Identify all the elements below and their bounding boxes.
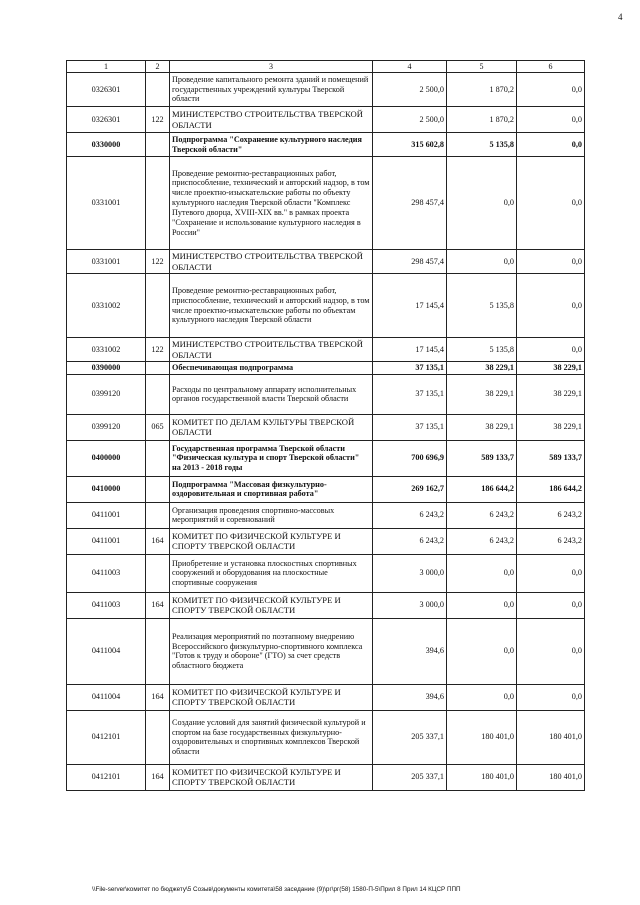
file-path-footer: \\File-server\комитет по бюджету\5 Созыв\документы комитета\58 заседание (9)\рг\рг(58) 1580-П-5\Прил 8 Прил 14 КЦСР ППП [92,886,461,893]
row-code: 0410000 [67,476,146,502]
row-amount-col5: 0,0 [447,554,517,592]
row-code: 0331002 [67,274,146,338]
row-amount-col5: 38 229,1 [447,374,517,414]
row-amount-col5: 6 243,2 [447,528,517,554]
row-amount-col4: 3 000,0 [373,554,447,592]
row-code: 0331001 [67,157,146,250]
table-row [67,764,585,790]
row-description: Обеспечивающая подпрограмма [170,362,373,375]
row-amount-col5: 0,0 [447,592,517,618]
row-admin-code [146,157,170,250]
row-amount-col4: 298 457,4 [373,157,447,250]
table-header-row [67,61,585,73]
row-amount-col5: 589 133,7 [447,440,517,476]
row-code: 0411004 [67,684,146,710]
row-amount-col5: 180 401,0 [447,764,517,790]
row-amount-col4: 3 000,0 [373,592,447,618]
row-code: 0411001 [67,502,146,528]
row-amount-col4: 37 135,1 [373,414,447,440]
row-description: Подпрограмма "Сохранение культурного наследия Тверской области" [170,133,373,157]
row-amount-col4: 2 500,0 [373,107,447,133]
row-amount-col4: 2 500,0 [373,73,447,107]
row-amount-col6: 0,0 [517,107,585,133]
column-header: 4 [373,61,447,73]
row-code: 0399120 [67,414,146,440]
row-admin-code [146,554,170,592]
row-amount-col6: 38 229,1 [517,374,585,414]
row-code: 0331002 [67,338,146,362]
row-description: КОМИТЕТ ПО ФИЗИЧЕСКОЙ КУЛЬТУРЕ И СПОРТУ ТВЕРСКОЙ ОБЛАСТИ [170,592,373,618]
row-admin-code: 164 [146,684,170,710]
column-header: 5 [447,61,517,73]
row-amount-col4: 315 602,8 [373,133,447,157]
row-amount-col4: 700 696,9 [373,440,447,476]
row-amount-col6: 0,0 [517,684,585,710]
row-amount-col6: 0,0 [517,157,585,250]
row-admin-code: 122 [146,107,170,133]
row-amount-col6: 0,0 [517,338,585,362]
row-description: Организация проведения спортивно-массовых мероприятий и соревнований [170,502,373,528]
table-row [67,133,585,157]
row-code: 0411003 [67,554,146,592]
row-amount-col6: 0,0 [517,274,585,338]
row-amount-col6: 0,0 [517,250,585,274]
row-amount-col4: 394,6 [373,618,447,684]
row-amount-col5: 0,0 [447,157,517,250]
table-row [67,684,585,710]
row-amount-col6: 589 133,7 [517,440,585,476]
row-description: Реализация мероприятий по поэтапному внедрению Всероссийского физкультурно-спортивного комплекса "Готов к труду и обороне" (ГТО) за счет средств областного бюджета [170,618,373,684]
row-amount-col6: 38 229,1 [517,414,585,440]
row-amount-col4: 37 135,1 [373,374,447,414]
row-admin-code: 164 [146,528,170,554]
budget-table [66,60,585,791]
row-amount-col5: 38 229,1 [447,414,517,440]
row-code: 0412101 [67,764,146,790]
table-row [67,440,585,476]
table-row [67,274,585,338]
row-amount-col5: 1 870,2 [447,73,517,107]
row-admin-code [146,274,170,338]
row-description: Расходы по центральному аппарату исполнительных органов государственной власти Тверской области [170,374,373,414]
table-row [67,362,585,375]
row-amount-col5: 0,0 [447,618,517,684]
column-header: 3 [170,61,373,73]
row-admin-code: 164 [146,764,170,790]
row-admin-code [146,710,170,764]
row-amount-col5: 180 401,0 [447,710,517,764]
row-amount-col5: 5 135,8 [447,133,517,157]
table-row [67,554,585,592]
table-row [67,250,585,274]
row-code: 0411003 [67,592,146,618]
table-row [67,414,585,440]
row-amount-col4: 394,6 [373,684,447,710]
row-admin-code [146,502,170,528]
row-amount-col6: 0,0 [517,592,585,618]
row-amount-col4: 17 145,4 [373,274,447,338]
table-row [67,73,585,107]
row-code: 0411004 [67,618,146,684]
page-number: 4 [618,12,623,22]
row-amount-col5: 38 229,1 [447,362,517,375]
row-admin-code [146,618,170,684]
row-amount-col5: 1 870,2 [447,107,517,133]
row-amount-col6: 38 229,1 [517,362,585,375]
row-amount-col6: 186 644,2 [517,476,585,502]
row-description: Приобретение и установка плоскостных спортивных сооружений и оборудования на плоскостные спортивные сооружения [170,554,373,592]
row-admin-code: 122 [146,338,170,362]
table-row [67,338,585,362]
row-description: МИНИСТЕРСТВО СТРОИТЕЛЬСТВА ТВЕРСКОЙ ОБЛАСТИ [170,338,373,362]
row-amount-col6: 0,0 [517,133,585,157]
table-row [67,618,585,684]
table-row [67,502,585,528]
table-row [67,528,585,554]
row-admin-code: 065 [146,414,170,440]
row-amount-col4: 298 457,4 [373,250,447,274]
row-amount-col6: 0,0 [517,554,585,592]
table-row [67,592,585,618]
row-amount-col4: 6 243,2 [373,502,447,528]
row-admin-code [146,362,170,375]
row-amount-col5: 5 135,8 [447,338,517,362]
row-code: 0331001 [67,250,146,274]
row-description: Проведение ремонтно-реставрационных работ, приспособление, технический и авторский надзор, в том числе проектно-изыскательские работы по объектам культурного наследия Тверской области [170,274,373,338]
column-header: 6 [517,61,585,73]
row-amount-col6: 180 401,0 [517,764,585,790]
row-admin-code [146,73,170,107]
row-admin-code [146,133,170,157]
row-code: 0412101 [67,710,146,764]
row-code: 0330000 [67,133,146,157]
row-code: 0326301 [67,107,146,133]
row-amount-col5: 5 135,8 [447,274,517,338]
row-description: Проведение капитального ремонта зданий и помещений государственных учреждений культуры Тверской области [170,73,373,107]
row-admin-code [146,440,170,476]
row-amount-col4: 205 337,1 [373,764,447,790]
row-amount-col6: 6 243,2 [517,502,585,528]
table-row [67,374,585,414]
row-description: КОМИТЕТ ПО ФИЗИЧЕСКОЙ КУЛЬТУРЕ И СПОРТУ ТВЕРСКОЙ ОБЛАСТИ [170,764,373,790]
row-code: 0399120 [67,374,146,414]
row-amount-col6: 0,0 [517,73,585,107]
row-amount-col6: 0,0 [517,618,585,684]
column-header: 1 [67,61,146,73]
row-amount-col6: 6 243,2 [517,528,585,554]
row-admin-code [146,374,170,414]
row-code: 0326301 [67,73,146,107]
row-description: Создание условий для занятий физической культурой и спортом на базе государственных физкультурно-оздоровительных и спортивных комплексов Тверской области [170,710,373,764]
row-admin-code [146,476,170,502]
table-row [67,157,585,250]
row-description: МИНИСТЕРСТВО СТРОИТЕЛЬСТВА ТВЕРСКОЙ ОБЛАСТИ [170,107,373,133]
table-row [67,710,585,764]
row-amount-col4: 37 135,1 [373,362,447,375]
row-code: 0390000 [67,362,146,375]
row-description: Проведение ремонтно-реставрационных работ, приспособление, технический и авторский надзор, в том числе проектно-изыскательские работы по объекту культурного наследия Тверской области "Комплекс Путевого дворца, XVIII-XIX вв." в рамках проекта "Сохранение и использование культурного наследия в России" [170,157,373,250]
row-code: 0400000 [67,440,146,476]
row-amount-col6: 180 401,0 [517,710,585,764]
row-description: Государственная программа Тверской области "Физическая культура и спорт Тверской области" на 2013 - 2018 годы [170,440,373,476]
row-admin-code: 164 [146,592,170,618]
row-amount-col5: 0,0 [447,250,517,274]
row-amount-col5: 0,0 [447,684,517,710]
row-description: МИНИСТЕРСТВО СТРОИТЕЛЬСТВА ТВЕРСКОЙ ОБЛАСТИ [170,250,373,274]
row-code: 0411001 [67,528,146,554]
row-description: Подпрограмма "Массовая физкультурно-оздоровительная и спортивная работа" [170,476,373,502]
column-header: 2 [146,61,170,73]
table-row [67,107,585,133]
row-amount-col5: 6 243,2 [447,502,517,528]
row-admin-code: 122 [146,250,170,274]
row-description: КОМИТЕТ ПО ДЕЛАМ КУЛЬТУРЫ ТВЕРСКОЙ ОБЛАСТИ [170,414,373,440]
row-amount-col5: 186 644,2 [447,476,517,502]
row-amount-col4: 17 145,4 [373,338,447,362]
row-amount-col4: 269 162,7 [373,476,447,502]
row-amount-col4: 6 243,2 [373,528,447,554]
table-row [67,476,585,502]
row-description: КОМИТЕТ ПО ФИЗИЧЕСКОЙ КУЛЬТУРЕ И СПОРТУ ТВЕРСКОЙ ОБЛАСТИ [170,528,373,554]
row-description: КОМИТЕТ ПО ФИЗИЧЕСКОЙ КУЛЬТУРЕ И СПОРТУ ТВЕРСКОЙ ОБЛАСТИ [170,684,373,710]
row-amount-col4: 205 337,1 [373,710,447,764]
